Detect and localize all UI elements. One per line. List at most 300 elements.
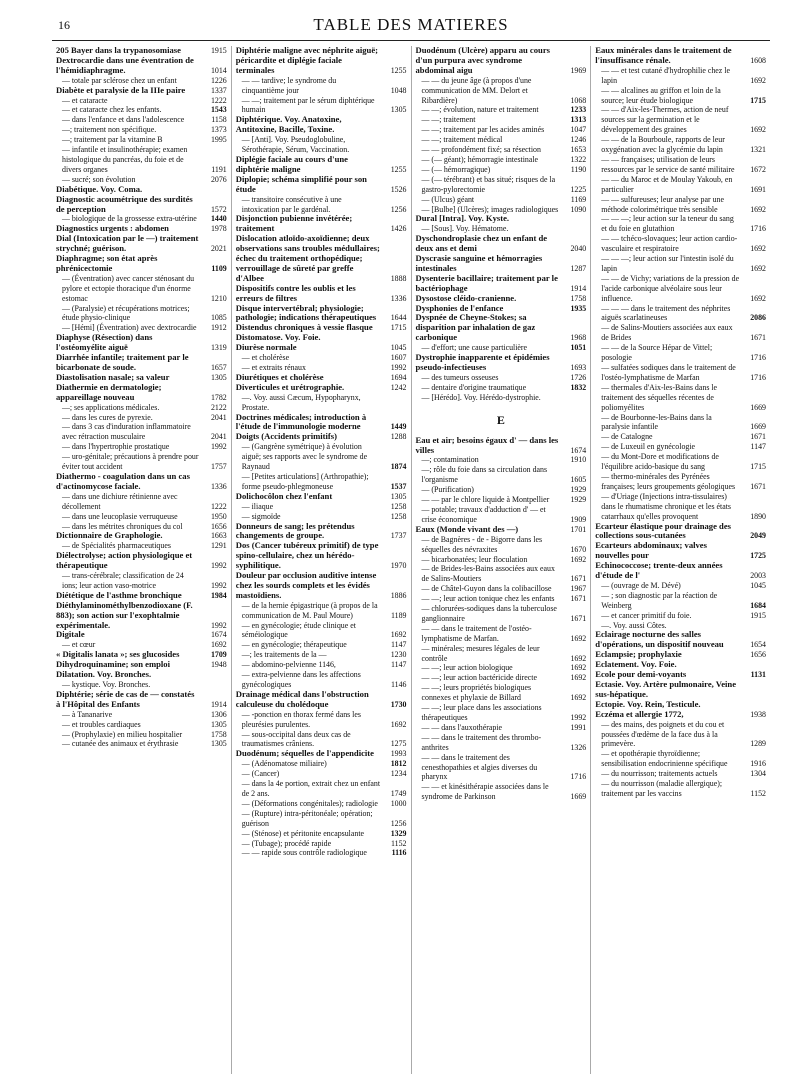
index-entry — [416, 254, 587, 274]
entry-page-ref: 1992 — [390, 363, 407, 372]
entry-page-ref: 1048 — [390, 85, 407, 95]
entry-text: — (Éventration) avec cancer sténosant du pylore et ectopie thoracique d'un énorme estomac — [62, 273, 195, 303]
entry-text: — potable; travaux d'adduction d' — et crise économique — [421, 504, 546, 524]
entry-text: Eclatement. Voy. Foie. — [595, 659, 677, 670]
entry-text: —; les traitements de la — — [241, 650, 327, 660]
entry-page-ref: 1691 — [750, 184, 766, 194]
index-entry — [416, 555, 587, 565]
index-entry — [416, 175, 587, 195]
entry-text: — [Hérédo]. Voy. Hérédo-dystrophie. — [421, 392, 541, 402]
index-entry — [416, 624, 587, 644]
entry-text: — —; leur action biologique — [421, 663, 513, 673]
index-entry — [56, 531, 227, 541]
entry-text: — — alcalines au griffon et loin de la source; leur étude biologique — [601, 85, 721, 105]
entry-page-ref: 1670 — [570, 544, 587, 554]
entry-text: — — de la Source Hépar de Vittel; posologie — [601, 343, 713, 363]
entry-page-ref: 1572 — [210, 204, 227, 214]
index-column-4 — [590, 46, 770, 1074]
entry-text: Dial (Intoxication par le —) traitement strychné; guérison. — [56, 233, 199, 254]
index-entry — [56, 96, 227, 106]
entry-text: —; rôle du foie dans sa circulation dans l'organisme — [421, 465, 548, 485]
entry-text: — dans les cures de pyrexie. — [62, 412, 153, 422]
entry-text: — et cataracte chez les enfants. — [62, 105, 162, 115]
entry-page-ref: 1684 — [750, 600, 766, 610]
entry-text: Diéthylaminométhylbenzodioxane (F. 883); son action sur l'exophtalmie expérimentale. — [56, 599, 193, 630]
index-entry — [595, 541, 766, 561]
index-entry — [236, 155, 407, 175]
entry-text: — d'Uriage (Injections intra-tissulaires) dans le rhumatisme chronique et les états catarrhaux qu'elles provoquent — [601, 491, 731, 521]
entry-page-ref: 1306 — [210, 709, 227, 719]
entry-text: Diarrhée infantile; traitement par le bicarbonate de soude. — [56, 352, 189, 372]
entry-page-ref: 1014 — [210, 65, 227, 75]
index-entry — [56, 710, 227, 720]
entry-text: — — et kinésithérapie associées dans le syndrome de Parkinson — [421, 782, 549, 802]
entry-text: Dyschondroplasie chez un enfant de deux ans et demi — [415, 233, 548, 254]
entry-page-ref: 1258 — [390, 501, 407, 511]
entry-page-ref: 1305 — [210, 372, 227, 382]
index-entry — [595, 720, 766, 750]
index-entry — [416, 663, 587, 673]
entry-text: Doctrines médicales; introduction à l'étude de l'immunologie moderne — [235, 411, 367, 432]
entry-page-ref: 1607 — [390, 353, 407, 363]
index-entry — [416, 505, 587, 525]
index-page — [52, 14, 770, 1074]
index-entry — [236, 413, 407, 433]
entry-text: Disque intervertébral; physiologie; pathologie; indications thérapeutiques — [235, 302, 377, 323]
entry-page-ref: 1291 — [210, 541, 227, 551]
entry-text: Dyscrasie sanguine et hémorragies intestinales — [415, 253, 543, 273]
entry-page-ref: 1336 — [390, 293, 407, 303]
index-entry — [416, 105, 587, 115]
entry-page-ref: 1305 — [390, 105, 407, 115]
entry-page-ref: 1758 — [210, 729, 227, 739]
entry-page-ref: 1222 — [210, 95, 227, 105]
entry-text: —; traitement non spécifique. — [62, 125, 157, 135]
index-entry — [236, 512, 407, 522]
entry-page-ref: 1258 — [390, 511, 407, 521]
entry-text: Eclampsie; prophylaxie — [595, 649, 682, 660]
entry-page-ref: 1909 — [570, 514, 587, 524]
entry-page-ref: 1671 — [570, 574, 587, 584]
entry-text: — et cancer primitif du foie. — [601, 610, 692, 620]
entry-text: Dihydroquinamine; son emploi — [56, 659, 170, 670]
entry-page-ref: 1669 — [750, 422, 766, 432]
page-title: TABLE DES MATIERES — [313, 15, 509, 34]
index-entry — [416, 436, 587, 456]
entry-text: Diphtérique. Voy. Anatoxine, Antitoxine, Bacille, Toxine. — [235, 114, 342, 135]
entry-text: Distendus chroniques à vessie flasque — [235, 322, 373, 333]
entry-text: —; ses applications médicales. — [62, 402, 160, 412]
entry-page-ref: 1255 — [390, 65, 407, 75]
entry-page-ref: 1287 — [570, 263, 587, 273]
entry-page-ref: 1888 — [390, 273, 407, 283]
entry-text: Dextrocardie dans une éventration de l'hémidiaphragme. — [56, 54, 194, 75]
index-entry — [236, 670, 407, 690]
entry-text: — et cholérèse — [241, 353, 290, 363]
entry-page-ref: 1874 — [390, 462, 407, 472]
index-entry — [56, 442, 227, 452]
index-entry — [56, 551, 227, 571]
entry-page-ref: 1191 — [211, 164, 227, 174]
entry-text: — et opothérapie thyroïdienne; sensibilisation endocrinienne spécifique — [601, 749, 728, 769]
index-entry — [416, 115, 587, 125]
entry-text: — [Bulbe] (Ulcères); images radiologiques — [421, 204, 559, 214]
index-entry — [416, 214, 587, 224]
entry-text: — de Salins-Moutiers associées aux eaux de Brides — [601, 323, 733, 343]
index-entry — [595, 254, 766, 274]
index-entry — [56, 492, 227, 512]
entry-text: — — rapide sous contrôle radiologique — [241, 848, 367, 858]
entry-page-ref: 1967 — [570, 584, 587, 594]
entry-text: — de la hernie épigastrique (à propos de la communication de M. Paul Moure) — [241, 600, 378, 620]
entry-text: Disjonction pubienne invétérée; traitement — [235, 213, 353, 234]
index-entry — [595, 710, 766, 720]
index-entry — [595, 492, 766, 522]
entry-page-ref: 1255 — [390, 164, 407, 174]
entry-text: — — par le chlore liquide à Montpellier — [421, 495, 550, 505]
index-column-2 — [231, 46, 411, 1074]
entry-page-ref: 1605 — [570, 475, 587, 485]
entry-page-ref: 1288 — [390, 432, 407, 442]
index-entry — [56, 630, 227, 640]
index-entry — [595, 363, 766, 383]
index-entry — [236, 76, 407, 96]
index-entry — [236, 96, 407, 116]
index-entry — [416, 644, 587, 664]
entry-page-ref: 1715 — [750, 462, 766, 472]
entry-text: — (Déformations congénitales); radiologie — [241, 798, 378, 808]
entry-text: — — et test cutané d'hydrophilie chez le lapin — [601, 65, 730, 85]
entry-text: Diagnostics urgents : abdomen — [56, 223, 169, 234]
index-entry — [56, 690, 227, 710]
entry-page-ref: 1915 — [750, 610, 766, 620]
entry-text: — — tardive; le syndrome du cinquantième jour — [241, 75, 337, 95]
index-entry — [416, 703, 587, 723]
index-entry — [416, 753, 587, 783]
index-entry — [595, 274, 766, 304]
entry-text: — trans-cérébrale; classification de 24 ions; leur action vaso-motrice — [62, 571, 184, 590]
index-entry — [595, 234, 766, 254]
entry-text: — (ouvrage de M. Dévé) — [601, 580, 681, 590]
entry-page-ref: 1426 — [390, 224, 407, 234]
entry-page-ref: 1715 — [750, 95, 766, 105]
index-entry — [236, 135, 407, 155]
entry-text: — — dans le traitement des cenesthopathies et algies diverses du pharynx — [421, 752, 538, 782]
index-column-1 — [52, 46, 231, 1074]
entry-text: — — sulfureuses; leur analyse par une méthode colorimétrique très sensible — [601, 194, 724, 214]
entry-text: Diélectrolyse; action physiologique et thérapeutique — [56, 550, 193, 571]
entry-text: — — — dans le traitement des néphrites aiguës scarlatineuses — [601, 303, 731, 323]
index-entry — [416, 683, 587, 703]
index-entry — [236, 759, 407, 769]
index-entry — [416, 373, 587, 383]
index-entry — [56, 403, 227, 413]
entry-page-ref: 1152 — [750, 788, 766, 798]
entry-text: — iliaque — [241, 501, 274, 511]
entry-page-ref: 1725 — [750, 551, 766, 561]
entry-text: — — dans le traitement de l'ostéo-lymphatisme de Marfan. — [421, 623, 532, 643]
entry-page-ref: 1915 — [210, 46, 227, 55]
entry-text: — (Adénomatose miliaire) — [241, 759, 327, 769]
entry-page-ref: 1671 — [750, 333, 766, 343]
entry-text: — minérales; mesures légales de leur contrôle — [421, 643, 540, 663]
entry-page-ref: 1692 — [390, 630, 407, 640]
entry-text: Diathermo - coagulation dans un cas d'actinomycose faciale. — [56, 470, 190, 491]
entry-text: — —; leurs propriétés biologiques connexes et phylaxie de Billard — [421, 683, 532, 703]
entry-text: — et cataracte — [62, 95, 108, 105]
index-entry — [595, 155, 766, 175]
entry-page-ref: 1984 — [210, 590, 227, 600]
entry-page-ref: 1991 — [570, 722, 587, 732]
entry-text: — [Petites articulations] (Arthropathie); forme pseudo-phlegmoneuse — [241, 471, 369, 491]
entry-text: — — profondément fixé; sa résection — [421, 145, 541, 155]
index-entry — [236, 522, 407, 542]
index-entry — [236, 640, 407, 650]
entry-text: Dysphonies de l'enfance — [415, 302, 504, 313]
index-entry — [416, 564, 587, 584]
entry-text: — dans la 4e portion, extrait chez un enfant de 2 ans. — [241, 779, 381, 798]
entry-page-ref: 1970 — [390, 561, 407, 571]
entry-page-ref: 1992 — [210, 561, 227, 571]
entry-page-ref: 2021 — [210, 244, 227, 254]
entry-text: Diplégie faciale au cours d'une diphtérie maligne — [235, 153, 348, 174]
entry-page-ref: 1995 — [210, 135, 227, 145]
entry-page-ref: 1993 — [390, 749, 407, 759]
entry-text: Duodénum (Ulcère) apparu au cours d'un purpura avec syndrome abdominal aigu — [415, 46, 550, 75]
entry-text: —; traitement par la vitamine B — [62, 135, 163, 145]
entry-page-ref: 1147 — [391, 640, 407, 650]
entry-page-ref: 1692 — [750, 244, 766, 254]
index-entry — [236, 46, 407, 76]
entry-page-ref: 1912 — [210, 323, 227, 333]
entry-page-ref: 1226 — [210, 75, 227, 85]
entry-text: — -ponction en thorax fermé dans les pleurésies purulentes. — [241, 709, 361, 729]
index-entry — [56, 105, 227, 115]
index-entry — [595, 304, 766, 324]
entry-text: — des tumeurs osseuses — [421, 372, 499, 382]
entry-page-ref: 1916 — [750, 759, 766, 769]
index-columns — [52, 46, 770, 1074]
entry-page-ref: 1886 — [390, 590, 407, 600]
entry-page-ref: 1992 — [210, 442, 227, 452]
entry-page-ref: 1657 — [210, 363, 227, 372]
entry-text: — [Hémi] (Éventration) avec dextrocardie — [62, 323, 197, 333]
entry-text: — dans une dichiure rétinienne avec décollement — [62, 491, 178, 511]
index-entry — [236, 809, 407, 829]
index-entry — [236, 383, 407, 393]
index-entry — [416, 604, 587, 624]
entry-page-ref: 1045 — [750, 580, 766, 590]
entry-text: Dos (Cancer tubéreux primitif) de type spino-cellulaire, chez un hérédo-syphilitique. — [235, 540, 379, 571]
entry-text: — — dans le traitement des thrombo-anthrites — [421, 732, 542, 752]
entry-text: — dans 3 cas d'induration inflammatoire avec rétraction musculaire — [62, 422, 191, 442]
entry-text: Dilatation. Voy. Bronches. — [56, 669, 152, 680]
index-entry — [236, 234, 407, 284]
index-entry — [236, 601, 407, 621]
index-entry — [595, 175, 766, 195]
entry-page-ref: 1653 — [570, 145, 587, 155]
index-entry — [56, 86, 227, 96]
index-entry — [236, 432, 407, 442]
entry-page-ref: 1313 — [570, 115, 587, 125]
entry-text: — —; leur action tonique chez les enfants — [421, 594, 555, 604]
entry-text: — ; son diagnostic par la réaction de Weinberg — [601, 590, 718, 610]
entry-page-ref: 1663 — [210, 531, 227, 541]
entry-text: — —; traitement par le sérum diphtérique humain — [241, 95, 375, 115]
index-entry — [416, 465, 587, 485]
entry-page-ref: 1256 — [390, 204, 407, 214]
index-entry — [595, 779, 766, 799]
index-entry — [236, 690, 407, 710]
index-entry — [595, 432, 766, 442]
entry-page-ref: 1910 — [570, 455, 587, 465]
index-entry — [416, 135, 587, 145]
index-entry — [416, 733, 587, 753]
index-entry — [416, 584, 587, 594]
entry-text: — [Sous]. Voy. Hématome. — [421, 224, 509, 234]
entry-text: Diaphragme; son état après phrénicectomie — [56, 253, 158, 273]
index-entry — [416, 393, 587, 403]
index-entry — [236, 571, 407, 601]
index-entry — [595, 611, 766, 621]
entry-page-ref: 2040 — [570, 244, 587, 254]
entry-page-ref: 1992 — [570, 713, 587, 722]
index-entry — [416, 723, 587, 733]
index-entry — [236, 650, 407, 660]
entry-text: — du nourrisson (maladie allergique); traitement par les vaccins — [601, 779, 723, 798]
entry-text: Eczéma et allergie 1772, — [595, 708, 684, 719]
entry-text: — biologique de la grossesse extra-utérine — [62, 214, 197, 224]
entry-text: — thermo-minérales des Pyrénées françaises; leurs groupements géologiques — [601, 471, 736, 491]
entry-text: Diaphyse (Résection) dans l'ostéomyélite aiguë — [56, 332, 153, 353]
index-entry — [416, 313, 587, 343]
entry-page-ref: 1832 — [570, 382, 587, 392]
entry-text: — uro-génitale; précautions à prendre pour éviter tout accident — [62, 452, 199, 472]
entry-page-ref: 1692 — [750, 204, 766, 214]
entry-page-ref: 1929 — [570, 495, 587, 505]
entry-page-ref: 1158 — [211, 115, 227, 125]
index-entry — [236, 214, 407, 234]
entry-page-ref: 1726 — [570, 372, 587, 382]
entry-text: — —; leur place dans les associations thérapeutiques — [421, 703, 542, 722]
page-header — [52, 14, 770, 41]
entry-text: — (Cancer) — [241, 769, 280, 779]
entry-page-ref: 1373 — [210, 125, 227, 135]
entry-page-ref: 1230 — [390, 650, 407, 660]
index-entry — [236, 353, 407, 363]
index-entry — [56, 670, 227, 680]
index-entry — [236, 799, 407, 809]
entry-text: Diverticules et urétrographie. — [235, 381, 345, 392]
entry-page-ref: 1692 — [750, 125, 766, 135]
entry-page-ref: 1968 — [570, 333, 587, 343]
index-entry — [595, 630, 766, 650]
entry-text: Eaux minérales dans le traitement de l'insuffisance rénale. — [595, 46, 732, 65]
entry-text: — — du jeune âge (à propos d'une communication de MM. Delort et Ribardière) — [421, 75, 532, 105]
entry-text: — de Bagnères - de - Bigorre dans les séquelles des névraxites — [421, 534, 543, 554]
index-entry — [595, 680, 766, 700]
entry-page-ref: 1116 — [391, 848, 407, 858]
entry-text: — (— térébrant) et bas situé; risques de la gastro-pylorectomie — [421, 174, 556, 194]
index-entry — [56, 195, 227, 215]
entry-page-ref: 1692 — [210, 640, 227, 650]
entry-page-ref: 1169 — [570, 194, 587, 204]
entry-text: — abdomino-pelvienne 1146, — [241, 660, 336, 670]
index-entry — [595, 561, 766, 581]
entry-page-ref: 1758 — [570, 293, 587, 303]
entry-page-ref: 1336 — [210, 481, 227, 491]
index-entry — [595, 135, 766, 155]
entry-page-ref: 1045 — [390, 343, 407, 353]
section-letter: E — [496, 412, 505, 427]
entry-text: — (Rupture) intra-péritonéale; opération; guérison — [241, 808, 373, 828]
index-entry — [56, 512, 227, 522]
entry-text: — — du Maroc et de Moulay Yakoub, en particulier — [601, 174, 733, 194]
entry-text: Dispositifs contre les oublis et les erreurs de filtres — [235, 282, 356, 303]
entry-page-ref: 1969 — [570, 65, 587, 75]
entry-page-ref: 2003 — [750, 571, 766, 581]
entry-text: — thermales d'Aix-les-Bains dans le traitement des séquelles récentes de poliomyélites — [601, 382, 718, 412]
index-entry — [236, 393, 407, 413]
entry-text: Eaux (Monde vivant des —) — [415, 523, 519, 534]
entry-text: Dystrophie inapparente et épidémies pseudo-infectieuses — [415, 352, 550, 372]
index-entry — [56, 125, 227, 135]
index-entry — [236, 492, 407, 502]
index-entry — [236, 769, 407, 779]
entry-page-ref: 1190 — [570, 164, 587, 174]
entry-text: — — tchéco-slovaques; leur action cardio-vasculaire et respiratoire — [601, 234, 738, 254]
entry-page-ref: 1692 — [750, 293, 766, 303]
entry-text: — transitoire consécutive à une intoxication par le gardénal. — [241, 194, 342, 214]
index-column-3 — [411, 46, 591, 1074]
index-entry — [236, 749, 407, 759]
entry-page-ref: 1305 — [210, 719, 227, 729]
index-entry — [595, 214, 766, 234]
entry-page-ref: 1656 — [750, 650, 766, 660]
entry-text: — (Ulcus) géant — [421, 194, 475, 204]
entry-text: Dysenterie bacillaire; traitement par le bactériophage — [415, 272, 558, 293]
index-entry — [595, 522, 766, 542]
index-entry — [236, 621, 407, 641]
entry-page-ref: 1914 — [570, 283, 587, 293]
index-entry — [56, 472, 227, 492]
index-entry — [416, 535, 587, 555]
index-entry — [56, 452, 227, 472]
entry-text: — (— géant); hémorragie intestinale — [421, 154, 539, 164]
entry-text: Dysostose cléido-cranienne. — [415, 292, 517, 303]
entry-text: — (Gangrène symétrique) à évolution aiguë; ses rapports avec le syndrome de Raynaud — [241, 442, 368, 472]
entry-page-ref: 1948 — [210, 660, 227, 670]
index-entry — [416, 495, 587, 505]
index-entry — [416, 125, 587, 135]
entry-text: Diabétique. Voy. Coma. — [56, 183, 143, 194]
entry-text: — — françaises; utilisation de leurs ressources par le service de santé militaire — [601, 154, 735, 174]
index-entry — [416, 195, 587, 205]
entry-page-ref: 1319 — [210, 343, 227, 353]
entry-page-ref: 1234 — [390, 769, 407, 779]
entry-text: Dyspnée de Cheyne-Stokes; sa disparition par inhalation de gaz carbonique — [415, 312, 536, 343]
index-entry — [595, 46, 766, 66]
entry-page-ref: 1256 — [390, 818, 407, 828]
entry-page-ref: 1692 — [570, 633, 587, 643]
entry-page-ref: 1326 — [570, 742, 587, 752]
index-entry — [236, 730, 407, 750]
entry-page-ref: 1210 — [210, 293, 227, 303]
entry-page-ref: 1449 — [390, 422, 407, 432]
entry-text: — infantile et insulinothérapie; examen histologique du pancréas, du foie et de divers organes — [62, 145, 188, 174]
index-entry — [236, 848, 407, 858]
index-entry — [416, 594, 587, 604]
